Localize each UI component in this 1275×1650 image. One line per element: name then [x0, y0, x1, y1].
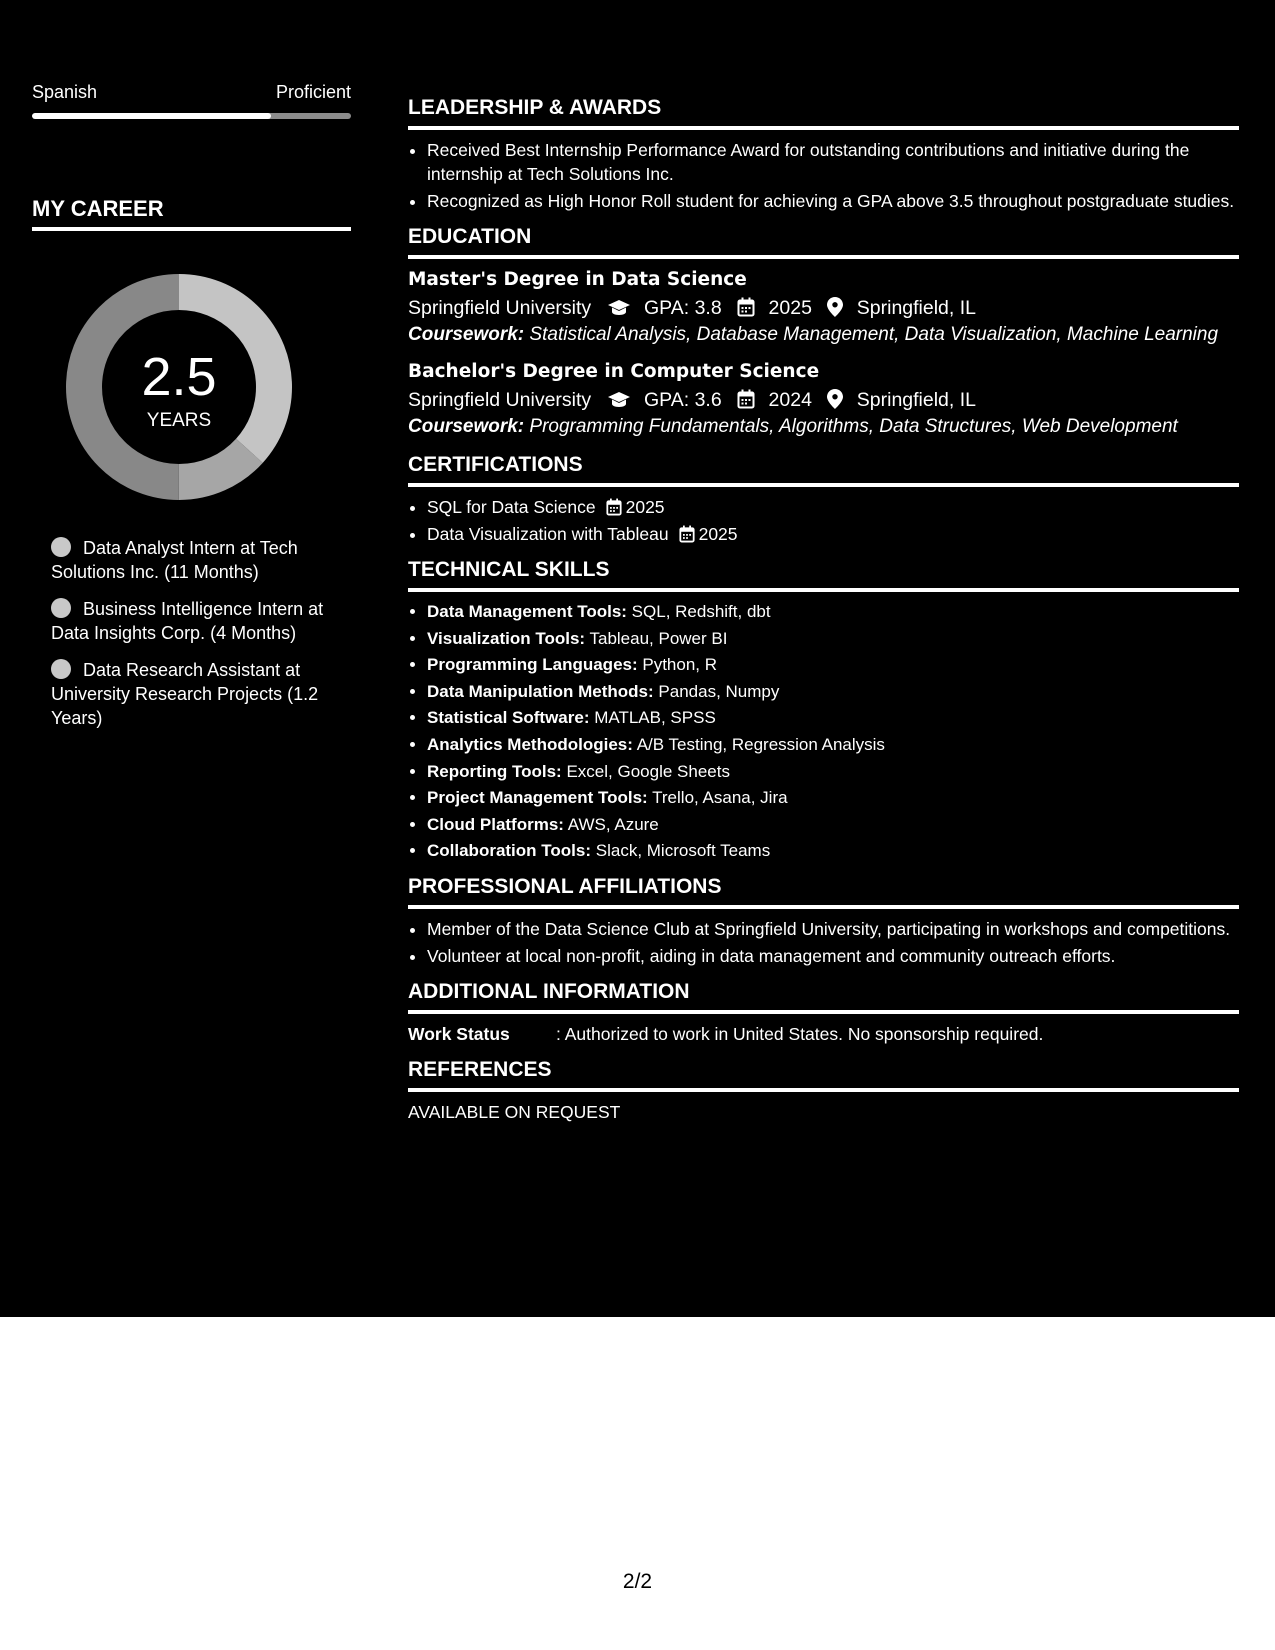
- graduation-cap-icon: [607, 299, 631, 317]
- school-location: Springfield, IL: [856, 389, 977, 411]
- leadership-list: [408, 138, 1239, 213]
- coursework: [408, 415, 1239, 439]
- language-proficiency-bar: [32, 113, 351, 119]
- work-status-value: : Authorized to work in United States. No sponsorship required.: [556, 1024, 1044, 1045]
- school-name: Springfield University: [408, 389, 592, 411]
- skill-item: [427, 653, 1239, 677]
- skill-label: Data Manipulation Methods:: [427, 681, 654, 701]
- certification-year: 2025: [698, 524, 738, 544]
- skill-value: A/B Testing, Regression Analysis: [636, 734, 885, 754]
- calendar-icon: [737, 389, 755, 409]
- skill-value: Trello, Asana, Jira: [652, 788, 788, 808]
- education-meta: [408, 385, 1239, 415]
- skill-label: Cloud Platforms:: [427, 814, 564, 834]
- school-name: Springfield University: [408, 297, 592, 319]
- career-item-text: Data Research Assistant at University Research Projects (1.2 Years): [51, 660, 319, 728]
- career-total-value: 2.5: [141, 347, 217, 407]
- coursework-label: Coursework:: [408, 416, 525, 437]
- graduation-cap-icon: [607, 391, 631, 409]
- skill-value: Excel, Google Sheets: [566, 761, 730, 781]
- skill-value: Tableau, Power BI: [589, 628, 728, 648]
- skills-list: [408, 600, 1239, 863]
- certifications-title: CERTIFICATIONS: [408, 453, 583, 476]
- calendar-icon: [737, 297, 755, 317]
- certification-item: [427, 522, 1239, 546]
- skill-value: AWS, Azure: [567, 814, 659, 834]
- certification-name: Data Visualization with Tableau: [427, 524, 669, 544]
- education-entry: [408, 359, 1239, 439]
- school-location: Springfield, IL: [856, 297, 977, 319]
- skill-value: MATLAB, SPSS: [594, 708, 716, 728]
- calendar-icon: [606, 498, 622, 516]
- skill-item: [427, 813, 1239, 837]
- right-column: [408, 94, 1239, 1124]
- section-rule: [408, 905, 1239, 909]
- coursework: [408, 323, 1239, 347]
- skill-label: Collaboration Tools:: [427, 841, 592, 861]
- career-title: MY CAREER: [32, 196, 164, 221]
- language-level: Proficient: [275, 82, 351, 102]
- skills-title: TECHNICAL SKILLS: [408, 558, 610, 581]
- calendar-icon: [679, 525, 695, 543]
- career-item: [51, 597, 333, 645]
- skill-item: [427, 786, 1239, 810]
- career-item: [51, 658, 333, 730]
- education-title: EDUCATION: [408, 225, 532, 248]
- gpa: GPA: 3.8: [644, 297, 722, 319]
- coursework-label: Coursework:: [408, 324, 525, 345]
- skill-value: SQL, Redshift, dbt: [631, 602, 771, 621]
- work-status-row: [408, 1022, 1239, 1046]
- skill-value: Python, R: [642, 655, 718, 675]
- language-row: [32, 82, 351, 104]
- affiliations-list: [408, 917, 1239, 968]
- bullet-dot-icon: [51, 537, 71, 557]
- section-rule: [408, 126, 1239, 130]
- page-number: 2/2: [622, 1570, 653, 1593]
- skill-item: [427, 706, 1239, 730]
- additional-info-title: ADDITIONAL INFORMATION: [408, 980, 690, 1004]
- skill-item: [427, 627, 1239, 651]
- education-meta: [408, 293, 1239, 323]
- section-rule: [408, 483, 1239, 487]
- skill-label: Project Management Tools:: [427, 788, 648, 808]
- skill-item: [427, 600, 1239, 624]
- career-item-text: Business Intelligence Intern at Data Insights Corp. (4 Months): [51, 599, 324, 643]
- skill-label: Statistical Software:: [427, 708, 590, 728]
- skill-value: Slack, Microsoft Teams: [595, 841, 771, 861]
- skill-item: [427, 680, 1239, 704]
- references-title: REFERENCES: [408, 1058, 552, 1082]
- coursework-list: Statistical Analysis, Database Management, Data Visualization, Machine Learning: [529, 324, 1219, 345]
- gpa: GPA: 3.6: [644, 389, 722, 411]
- list-item: • Received Best Internship Performance Award for outstanding contributions and initiative during the internship at Tech Solutions Inc.: [427, 138, 1239, 186]
- coursework-list: Programming Fundamentals, Algorithms, Data Structures, Web Development: [529, 416, 1178, 437]
- list-item: • Member of the Data Science Club at Springfield University, participating in workshops and competitions.: [427, 917, 1239, 941]
- career-title-rule: [32, 227, 351, 231]
- section-rule: [408, 255, 1239, 259]
- list-item: • Volunteer at local non-profit, aiding in data management and community outreach efforts.: [427, 944, 1239, 968]
- career-list: [51, 536, 333, 743]
- location-pin-icon: [827, 297, 843, 317]
- affiliations-title: PROFESSIONAL AFFILIATIONS: [408, 875, 722, 899]
- career-total-unit: YEARS: [146, 410, 212, 431]
- graduation-year: 2024: [768, 389, 812, 411]
- skill-label: Analytics Methodologies:: [427, 734, 633, 754]
- skill-item: [427, 760, 1239, 784]
- certification-name: SQL for Data Science: [427, 497, 596, 517]
- work-status-label: Work Status: [408, 1024, 510, 1045]
- bullet-dot-icon: [51, 598, 71, 618]
- education-entry: [408, 267, 1239, 347]
- skill-item: [427, 839, 1239, 863]
- skill-label: Programming Languages:: [427, 655, 638, 675]
- section-rule: [408, 1088, 1239, 1092]
- language-name: Spanish: [32, 82, 98, 102]
- skill-label: Reporting Tools:: [427, 761, 562, 781]
- certifications-list: [408, 495, 1239, 546]
- certification-year: 2025: [625, 497, 665, 517]
- skill-item: [427, 733, 1239, 757]
- bullet-dot-icon: [51, 659, 71, 679]
- degree-title: Bachelor's Degree in Computer Science: [408, 361, 820, 382]
- skill-label: Visualization Tools:: [427, 628, 586, 648]
- section-rule: [408, 588, 1239, 592]
- skill-label: Data Management Tools:: [427, 602, 627, 621]
- references-text: AVAILABLE ON REQUEST: [408, 1102, 621, 1123]
- language-proficiency-fill: [32, 113, 271, 119]
- degree-title: Master's Degree in Data Science: [408, 269, 747, 290]
- certification-item: [427, 495, 1239, 519]
- skill-value: Pandas, Numpy: [658, 681, 780, 701]
- career-item: [51, 536, 333, 584]
- section-rule: [408, 1010, 1239, 1014]
- graduation-year: 2025: [768, 297, 812, 319]
- career-item-text: Data Analyst Intern at Tech Solutions Inc. (11 Months): [51, 538, 298, 582]
- leadership-title: LEADERSHIP & AWARDS: [408, 96, 662, 119]
- list-item: • Recognized as High Honor Roll student for achieving a GPA above 3.5 throughout postgraduate studies.: [427, 189, 1239, 213]
- location-pin-icon: [827, 389, 843, 409]
